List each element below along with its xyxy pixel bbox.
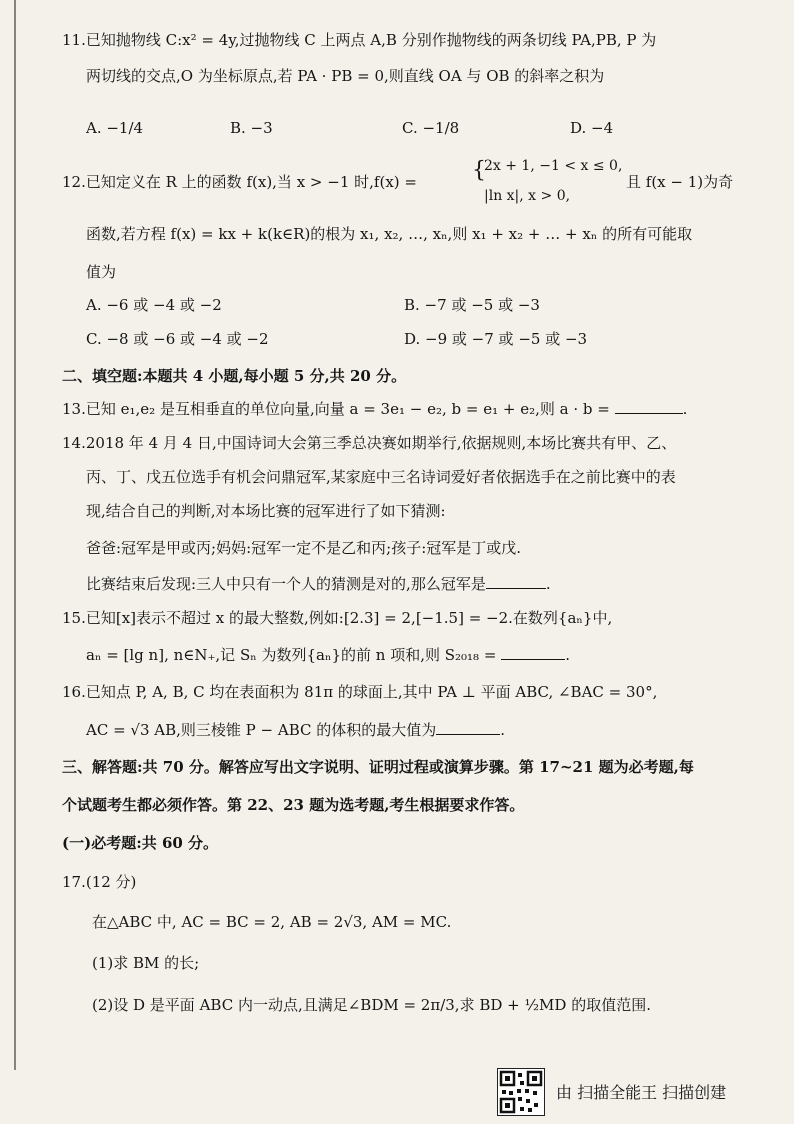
q12-line2: 函数,若方程 f(x) = kx + k(k∈R)的根为 x₁, x₂, …, xₙ,则 x₁ + x₂ + … + xₙ 的所有可能取: [86, 225, 693, 243]
q16-line2: AC = √3 AB,则三棱锥 P − ABC 的体积的最大值为 .: [86, 721, 506, 739]
q14-line4: 爸爸:冠军是甲或丙;妈妈:冠军一定不是乙和丙;孩子:冠军是丁或戊.: [86, 539, 522, 557]
section3-sub-heading: (一)必考题:共 60 分。: [62, 834, 219, 852]
q11-option-d: D. −4: [570, 119, 614, 137]
q15-answer-blank: [501, 645, 565, 660]
q17-part1: (1)求 BM 的长;: [92, 954, 200, 972]
q16-text: AC = √3 AB,则三棱锥 P − ABC 的体积的最大值为: [86, 721, 437, 739]
q12-line1-pre: 12.已知定义在 R 上的函数 f(x),当 x > −1 时,f(x) =: [62, 173, 417, 191]
q14-text: 比赛结束后发现:三人中只有一个人的猜测是对的,那么冠军是: [86, 575, 486, 593]
q11-line1: 11.已知抛物线 C:x² = 4y,过抛物线 C 上两点 A,B 分别作抛物线的两条切线 PA,PB, P 为: [62, 31, 657, 49]
q12-option-a: A. −6 或 −4 或 −2: [86, 296, 222, 314]
q12-option-d: D. −9 或 −7 或 −5 或 −3: [404, 330, 588, 348]
q15-line2: aₙ = [lg n], n∈N₊,记 Sₙ 为数列{aₙ}的前 n 项和,则 S₂₀₁₈ = .: [86, 646, 570, 664]
q17-heading: 17.(12 分): [62, 873, 137, 891]
q13-text: 13.已知 e₁,e₂ 是互相垂直的单位向量,向量 a = 3e₁ − e₂, b = e₁ + e₂,则 a · b =: [62, 400, 610, 418]
q16-line1: 16.已知点 P, A, B, C 均在表面积为 81π 的球面上,其中 PA ⊥ 平面 ABC, ∠BAC = 30°,: [62, 683, 658, 701]
q15-text: aₙ = [lg n], n∈N₊,记 Sₙ 为数列{aₙ}的前 n 项和,则 S₂₀₁₈ =: [86, 646, 497, 664]
q16-answer-blank: [436, 720, 500, 735]
q14-line2: 丙、丁、戊五位选手有机会问鼎冠军,某家庭中三名诗词爱好者依据选手在之前比赛中的表: [86, 468, 676, 486]
q17-part2: (2)设 D 是平面 ABC 内一动点,且满足∠BDM = 2π/3,求 BD + ½MD 的取值范围.: [92, 996, 651, 1014]
q14-line3: 现,结合自己的判断,对本场比赛的冠军进行了如下猜测:: [86, 502, 446, 520]
q12-line1-post: 且 f(x − 1)为奇: [626, 173, 734, 191]
scanner-watermark-text: 由 扫描全能王 扫描创建: [556, 1083, 727, 1102]
page-edge-line: [14, 0, 16, 1070]
q11-line2: 两切线的交点,O 为坐标原点,若 PA · PB = 0,则直线 OA 与 OB 的斜率之积为: [86, 67, 605, 85]
section3-heading-line1: 三、解答题:共 70 分。解答应写出文字说明、证明过程或演算步骤。第 17~21 题为必考题,每: [62, 758, 694, 776]
q14-line1: 14.2018 年 4 月 4 日,中国诗词大会第三季总决赛如期举行,依据规则,本场比赛共有甲、乙、: [62, 434, 677, 452]
q17-statement: 在△ABC 中, AC = BC = 2, AB = 2√3, AM = MC.: [92, 913, 452, 931]
q12-option-c: C. −8 或 −6 或 −4 或 −2: [86, 330, 269, 348]
q13-answer-blank: [615, 399, 683, 414]
q14-answer-blank: [486, 574, 546, 589]
q12-case-1: 2x + 1, −1 < x ≤ 0,: [484, 158, 623, 174]
section3-heading-line2: 个试题考生都必须作答。第 22、23 题为选考题,考生根据要求作答。: [62, 796, 525, 814]
q11-option-a: A. −1/4: [86, 119, 144, 137]
q12-option-b: B. −7 或 −5 或 −3: [404, 296, 540, 314]
q14-line5: 比赛结束后发现:三人中只有一个人的猜测是对的,那么冠军是 .: [86, 575, 551, 593]
q12-line3: 值为: [86, 263, 117, 281]
qr-code-icon: [497, 1068, 545, 1116]
section2-heading: 二、填空题:本题共 4 小题,每小题 5 分,共 20 分。: [62, 367, 407, 385]
q15-line1: 15.已知[x]表示不超过 x 的最大整数,例如:[2.3] = 2,[−1.5] = −2.在数列{aₙ}中,: [62, 609, 613, 627]
q12-brace: {: [472, 158, 486, 183]
q13: 13.已知 e₁,e₂ 是互相垂直的单位向量,向量 a = 3e₁ − e₂, b = e₁ + e₂,则 a · b = .: [62, 400, 688, 418]
q11-option-b: B. −3: [230, 119, 273, 137]
q11-option-c: C. −1/8: [402, 119, 460, 137]
q12-case-2: |ln x|, x > 0,: [484, 188, 571, 204]
